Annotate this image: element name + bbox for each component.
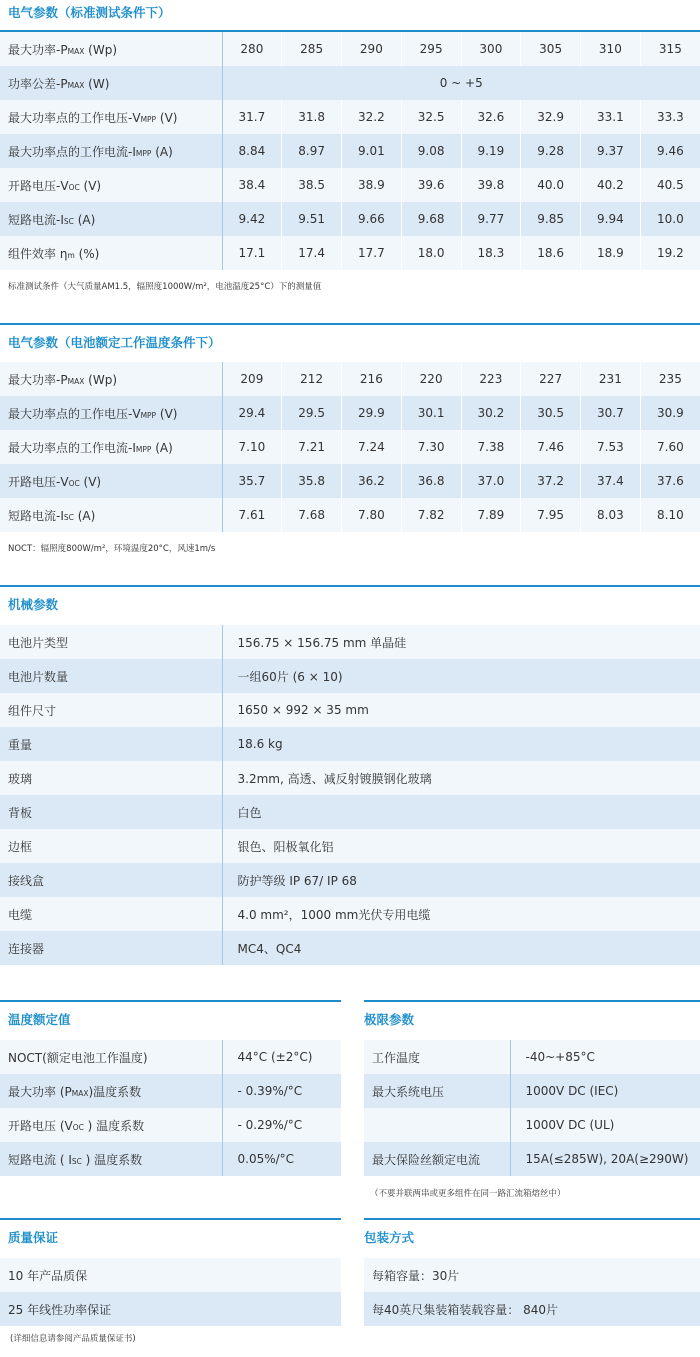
value-cell: 227 [521,362,581,396]
symbol: V [60,178,69,193]
label-text: 最大功率点的工作电压- [8,406,133,421]
symbol-subscript: OC [72,1122,84,1132]
table-row [0,1108,341,1142]
unit-text: (A) [73,212,96,227]
value-cell: 0 ~ +5 [222,66,700,100]
table-row [364,1142,700,1176]
value-cell: 7.82 [401,498,461,532]
value-cell: 39.6 [401,168,461,202]
value-cell: 305 [521,32,581,66]
value-cell: 231 [581,362,641,396]
param-label [0,897,222,931]
table-row [364,1108,700,1142]
param-label [0,236,222,270]
symbol-subscript: SC [63,216,74,226]
label-text: 电缆 [8,907,33,922]
symbol-subscript: MPP [140,114,157,124]
unit-text: (Wp) [84,372,118,387]
value-cell: 37.0 [461,464,521,498]
value-cell: 7.61 [222,498,282,532]
value-cell: 10.0 [640,202,700,236]
value-cell: 223 [461,362,521,396]
label-text: ) 温度系数 [81,1152,143,1167]
param-label [0,1074,222,1108]
symbol: I [60,508,64,523]
value-cell: 33.3 [640,100,700,134]
value-cell: 38.9 [342,168,402,202]
value-cell: 9.68 [401,202,461,236]
value-cell: 30.1 [401,396,461,430]
value-cell: 32.5 [401,100,461,134]
value-cell: 212 [282,362,342,396]
limits-table [364,1040,700,1176]
limits-note: （不要并联两串或更多组件在同一路汇流箱熔丝中） [370,1189,566,1199]
value-cell: 15A(≤285W), 20A(≥290W) [510,1142,700,1176]
label-text: 背板 [8,805,33,820]
label-text: 开路电压- [8,178,61,193]
table-row [0,430,700,464]
value-cell: 35.7 [222,464,282,498]
unit-text: (A) [151,440,173,455]
table-row [0,168,700,202]
symbol-subscript: MPP [135,148,152,158]
value-cell: 9.19 [461,134,521,168]
symbol-subscript: MAX [71,1088,89,1098]
table-row [364,1040,700,1074]
value-cell: 40.5 [640,168,700,202]
label-text: 重量 [8,737,33,752]
list-item-text: 每40英尺集装箱装载容量： 840片 [364,1292,700,1326]
value-cell: 44°C (±2°C) [222,1040,341,1074]
label-text: 最大保险丝额定电流 [372,1152,481,1167]
value-cell: 280 [222,32,282,66]
value-cell: 9.46 [640,134,700,168]
value-cell: 38.5 [282,168,342,202]
param-label [0,168,222,202]
value-cell: 7.53 [581,430,641,464]
value-cell: 39.8 [461,168,521,202]
value-cell: 18.6 kg [222,727,700,761]
value-cell: 30.5 [521,396,581,430]
label-text: 功率公差- [8,76,61,91]
value-cell: 37.4 [581,464,641,498]
value-cell: 36.2 [342,464,402,498]
symbol: I [132,144,136,159]
value-cell: 7.10 [222,430,282,464]
table-row [0,1040,341,1074]
unit-text: (V) [79,178,102,193]
param-label [0,931,222,965]
symbol-subscript: MPP [140,410,157,420]
value-cell: 4.0 mm²，1000 mm光伏专用电缆 [222,897,700,931]
unit-text: (W) [84,76,110,91]
symbol: V [132,406,141,421]
label-text: 最大功率点的工作电流- [8,144,133,159]
table-row [0,693,700,727]
param-label [0,32,222,66]
warranty-divider [0,1218,341,1220]
value-cell: 300 [461,32,521,66]
value-cell: 40.0 [521,168,581,202]
value-cell: 310 [581,32,641,66]
noct-note: NOCT：辐照度800W/m²，环境温度20°C，风速1m/s [8,544,216,554]
list-item-text: 每箱容量：30片 [364,1258,700,1292]
param-label [0,659,222,693]
table-row [0,795,700,829]
list-item [364,1258,700,1292]
packaging-table [364,1258,700,1326]
value-cell: 30.9 [640,396,700,430]
value-cell: 30.2 [461,396,521,430]
value-cell: 156.75 × 156.75 mm 单晶硅 [222,625,700,659]
stc-electrical-table [0,32,700,270]
param-label [364,1142,510,1176]
unit-text: (%) [74,246,100,261]
value-cell: 37.6 [640,464,700,498]
param-label [0,202,222,236]
value-cell: 18.9 [581,236,641,270]
value-cell: 33.1 [581,100,641,134]
value-cell: 9.37 [581,134,641,168]
value-cell: MC4、QC4 [222,931,700,965]
unit-text: (A) [151,144,173,159]
symbol-subscript: MAX [67,80,85,90]
label-text: 开路电压- [8,474,61,489]
value-cell: 285 [282,32,342,66]
value-cell: - 0.29%/°C [222,1108,341,1142]
param-label [0,1040,222,1074]
symbol: V [132,110,141,125]
value-cell: 18.6 [521,236,581,270]
symbol: P [60,42,68,57]
label-text: 组件效率 [8,246,60,261]
value-cell: 37.2 [521,464,581,498]
param-label [0,693,222,727]
mech-divider [0,585,700,587]
value-cell: 7.24 [342,430,402,464]
list-item [0,1292,341,1326]
table-row [0,100,700,134]
param-label [0,727,222,761]
value-cell: 9.85 [521,202,581,236]
symbol-subscript: SC [63,512,74,522]
label-text: 最大功率- [8,42,61,57]
label-text: 玻璃 [8,771,33,786]
table-row [0,134,700,168]
param-label [0,761,222,795]
table-row [0,66,700,100]
param-label [0,863,222,897]
unit-text: (Wp) [84,42,118,57]
value-cell: 315 [640,32,700,66]
value-cell: 9.42 [222,202,282,236]
param-label [0,795,222,829]
label-text: 组件尺寸 [8,703,57,718]
value-cell: 9.28 [521,134,581,168]
symbol: P [60,372,68,387]
value-cell: 295 [401,32,461,66]
param-label [0,396,222,430]
table-row [0,829,700,863]
value-cell: 7.80 [342,498,402,532]
value-cell: 32.9 [521,100,581,134]
value-cell: 38.4 [222,168,282,202]
label-text: 最大功率点的工作电流- [8,440,133,455]
value-cell: 7.30 [401,430,461,464]
table-row [0,761,700,795]
value-cell: 17.7 [342,236,402,270]
table-row [364,1074,700,1108]
value-cell: 290 [342,32,402,66]
value-cell: 19.2 [640,236,700,270]
table-row [0,659,700,693]
label-text: ) 温度系数 [83,1118,145,1133]
value-cell: 31.8 [282,100,342,134]
value-cell: 209 [222,362,282,396]
value-cell: 1000V DC (IEC) [510,1074,700,1108]
table-row [0,236,700,270]
label-text: 最大功率- [8,372,61,387]
noct-electrical-table [0,362,700,532]
list-item-text: 25 年线性功率保证 [0,1292,341,1326]
mechanical-table [0,625,700,965]
limits-divider [364,1000,700,1002]
value-cell: 9.94 [581,202,641,236]
symbol: I [68,1152,72,1167]
table-row [0,897,700,931]
table-row [0,727,700,761]
value-cell: 7.60 [640,430,700,464]
temperature-table [0,1040,341,1176]
list-item-text: 10 年产品质保 [0,1258,341,1292]
value-cell: 9.01 [342,134,402,168]
value-cell: 40.2 [581,168,641,202]
label-text: 电池片类型 [8,635,69,650]
param-label [0,362,222,396]
param-label [0,498,222,532]
value-cell: 17.4 [282,236,342,270]
unit-text: (V) [156,406,178,421]
value-cell: 7.89 [461,498,521,532]
warranty-note: (详细信息请参阅产品质量保证书) [10,1334,136,1344]
label-text: NOCT(额定电池工作温度) [8,1050,148,1065]
value-cell: 白色 [222,795,700,829]
value-cell: 216 [342,362,402,396]
value-cell: 8.03 [581,498,641,532]
symbol-subscript: m [67,250,75,260]
value-cell: 一组60片 (6 × 10) [222,659,700,693]
label-text: 最大功率点的工作电压- [8,110,133,125]
param-label [0,66,222,100]
table-row [0,1142,341,1176]
value-cell: 9.77 [461,202,521,236]
param-label [0,829,222,863]
symbol-subscript: SC [71,1156,82,1166]
unit-text: (V) [79,474,102,489]
table-row [0,396,700,430]
param-label [0,464,222,498]
value-cell: 9.08 [401,134,461,168]
param-label [0,430,222,464]
value-cell: 8.84 [222,134,282,168]
mech-section-title: 机械参数 [8,597,59,612]
value-cell: 36.8 [401,464,461,498]
param-label [364,1108,510,1142]
value-cell: 7.21 [282,430,342,464]
label-text: 连接器 [8,941,45,956]
value-cell: 7.68 [282,498,342,532]
list-item [364,1292,700,1326]
table-row [0,32,700,66]
value-cell: 7.46 [521,430,581,464]
table-row [0,625,700,659]
value-cell: 1000V DC (UL) [510,1108,700,1142]
label-text: 开路电压 ( [8,1118,65,1133]
packaging-divider [364,1218,700,1220]
symbol: P [64,1084,72,1099]
limits-section-title: 极限参数 [364,1012,415,1027]
warranty-table [0,1258,341,1326]
value-cell: -40~+85°C [510,1040,700,1074]
param-label [0,1108,222,1142]
value-cell: 17.1 [222,236,282,270]
table-row [0,1074,341,1108]
param-label [0,625,222,659]
symbol: P [60,76,68,91]
symbol: η [59,246,68,261]
value-cell: 1650 × 992 × 35 mm [222,693,700,727]
value-cell: 35.8 [282,464,342,498]
value-cell: 银色、阳极氧化铝 [222,829,700,863]
param-label [364,1040,510,1074]
symbol-subscript: MAX [67,376,85,386]
value-cell: 32.2 [342,100,402,134]
value-cell: 8.97 [282,134,342,168]
symbol-subscript: OC [68,478,80,488]
value-cell: 7.38 [461,430,521,464]
table-row [0,863,700,897]
packaging-section-title: 包装方式 [364,1230,415,1245]
value-cell: 29.9 [342,396,402,430]
symbol: V [60,474,69,489]
label-text: 边框 [8,839,33,854]
value-cell: 防护等级 IP 67/ IP 68 [222,863,700,897]
table-row [0,362,700,396]
value-cell: 18.0 [401,236,461,270]
noct-section-title: 电气参数（电池额定工作温度条件下） [8,335,221,350]
value-cell: 32.6 [461,100,521,134]
label-text: 工作温度 [372,1050,421,1065]
table-row [0,464,700,498]
param-label [364,1074,510,1108]
value-cell: 30.7 [581,396,641,430]
label-text: 接线盒 [8,873,45,888]
value-cell: 0.05%/°C [222,1142,341,1176]
unit-text: (V) [156,110,178,125]
value-cell: - 0.39%/°C [222,1074,341,1108]
value-cell: 31.7 [222,100,282,134]
label-text: 短路电流 ( [8,1152,69,1167]
noct-divider [0,323,700,325]
table-row [0,498,700,532]
symbol-subscript: OC [68,182,80,192]
stc-note: 标准测试条件（大气质量AM1.5，辐照度1000W/m²，电池温度25°C）下的测量值 [8,282,322,292]
label-text: 最大系统电压 [372,1084,445,1099]
symbol-subscript: MAX [67,46,85,56]
label-text: 电池片数量 [8,669,69,684]
label-text: 短路电流- [8,212,61,227]
stc-section-title: 电气参数（标准测试条件下） [8,5,171,20]
value-cell: 8.10 [640,498,700,532]
table-row [0,931,700,965]
value-cell: 18.3 [461,236,521,270]
temp-section-title: 温度额定值 [8,1012,71,1027]
list-item [0,1258,341,1292]
value-cell: 3.2mm, 高透、减反射镀膜钢化玻璃 [222,761,700,795]
value-cell: 9.66 [342,202,402,236]
symbol: V [64,1118,73,1133]
param-label [0,100,222,134]
value-cell: 29.5 [282,396,342,430]
label-text: 短路电流- [8,508,61,523]
value-cell: 7.95 [521,498,581,532]
symbol: I [132,440,136,455]
symbol: I [60,212,64,227]
param-label [0,134,222,168]
value-cell: 9.51 [282,202,342,236]
temp-divider [0,1000,341,1002]
symbol-subscript: MPP [135,444,152,454]
param-label [0,1142,222,1176]
value-cell: 220 [401,362,461,396]
label-text: 最大功率 ( [8,1084,65,1099]
warranty-section-title: 质量保证 [8,1230,59,1245]
table-row [0,202,700,236]
value-cell: 235 [640,362,700,396]
value-cell: 29.4 [222,396,282,430]
unit-text: (A) [73,508,96,523]
label-text: )温度系数 [88,1084,142,1099]
